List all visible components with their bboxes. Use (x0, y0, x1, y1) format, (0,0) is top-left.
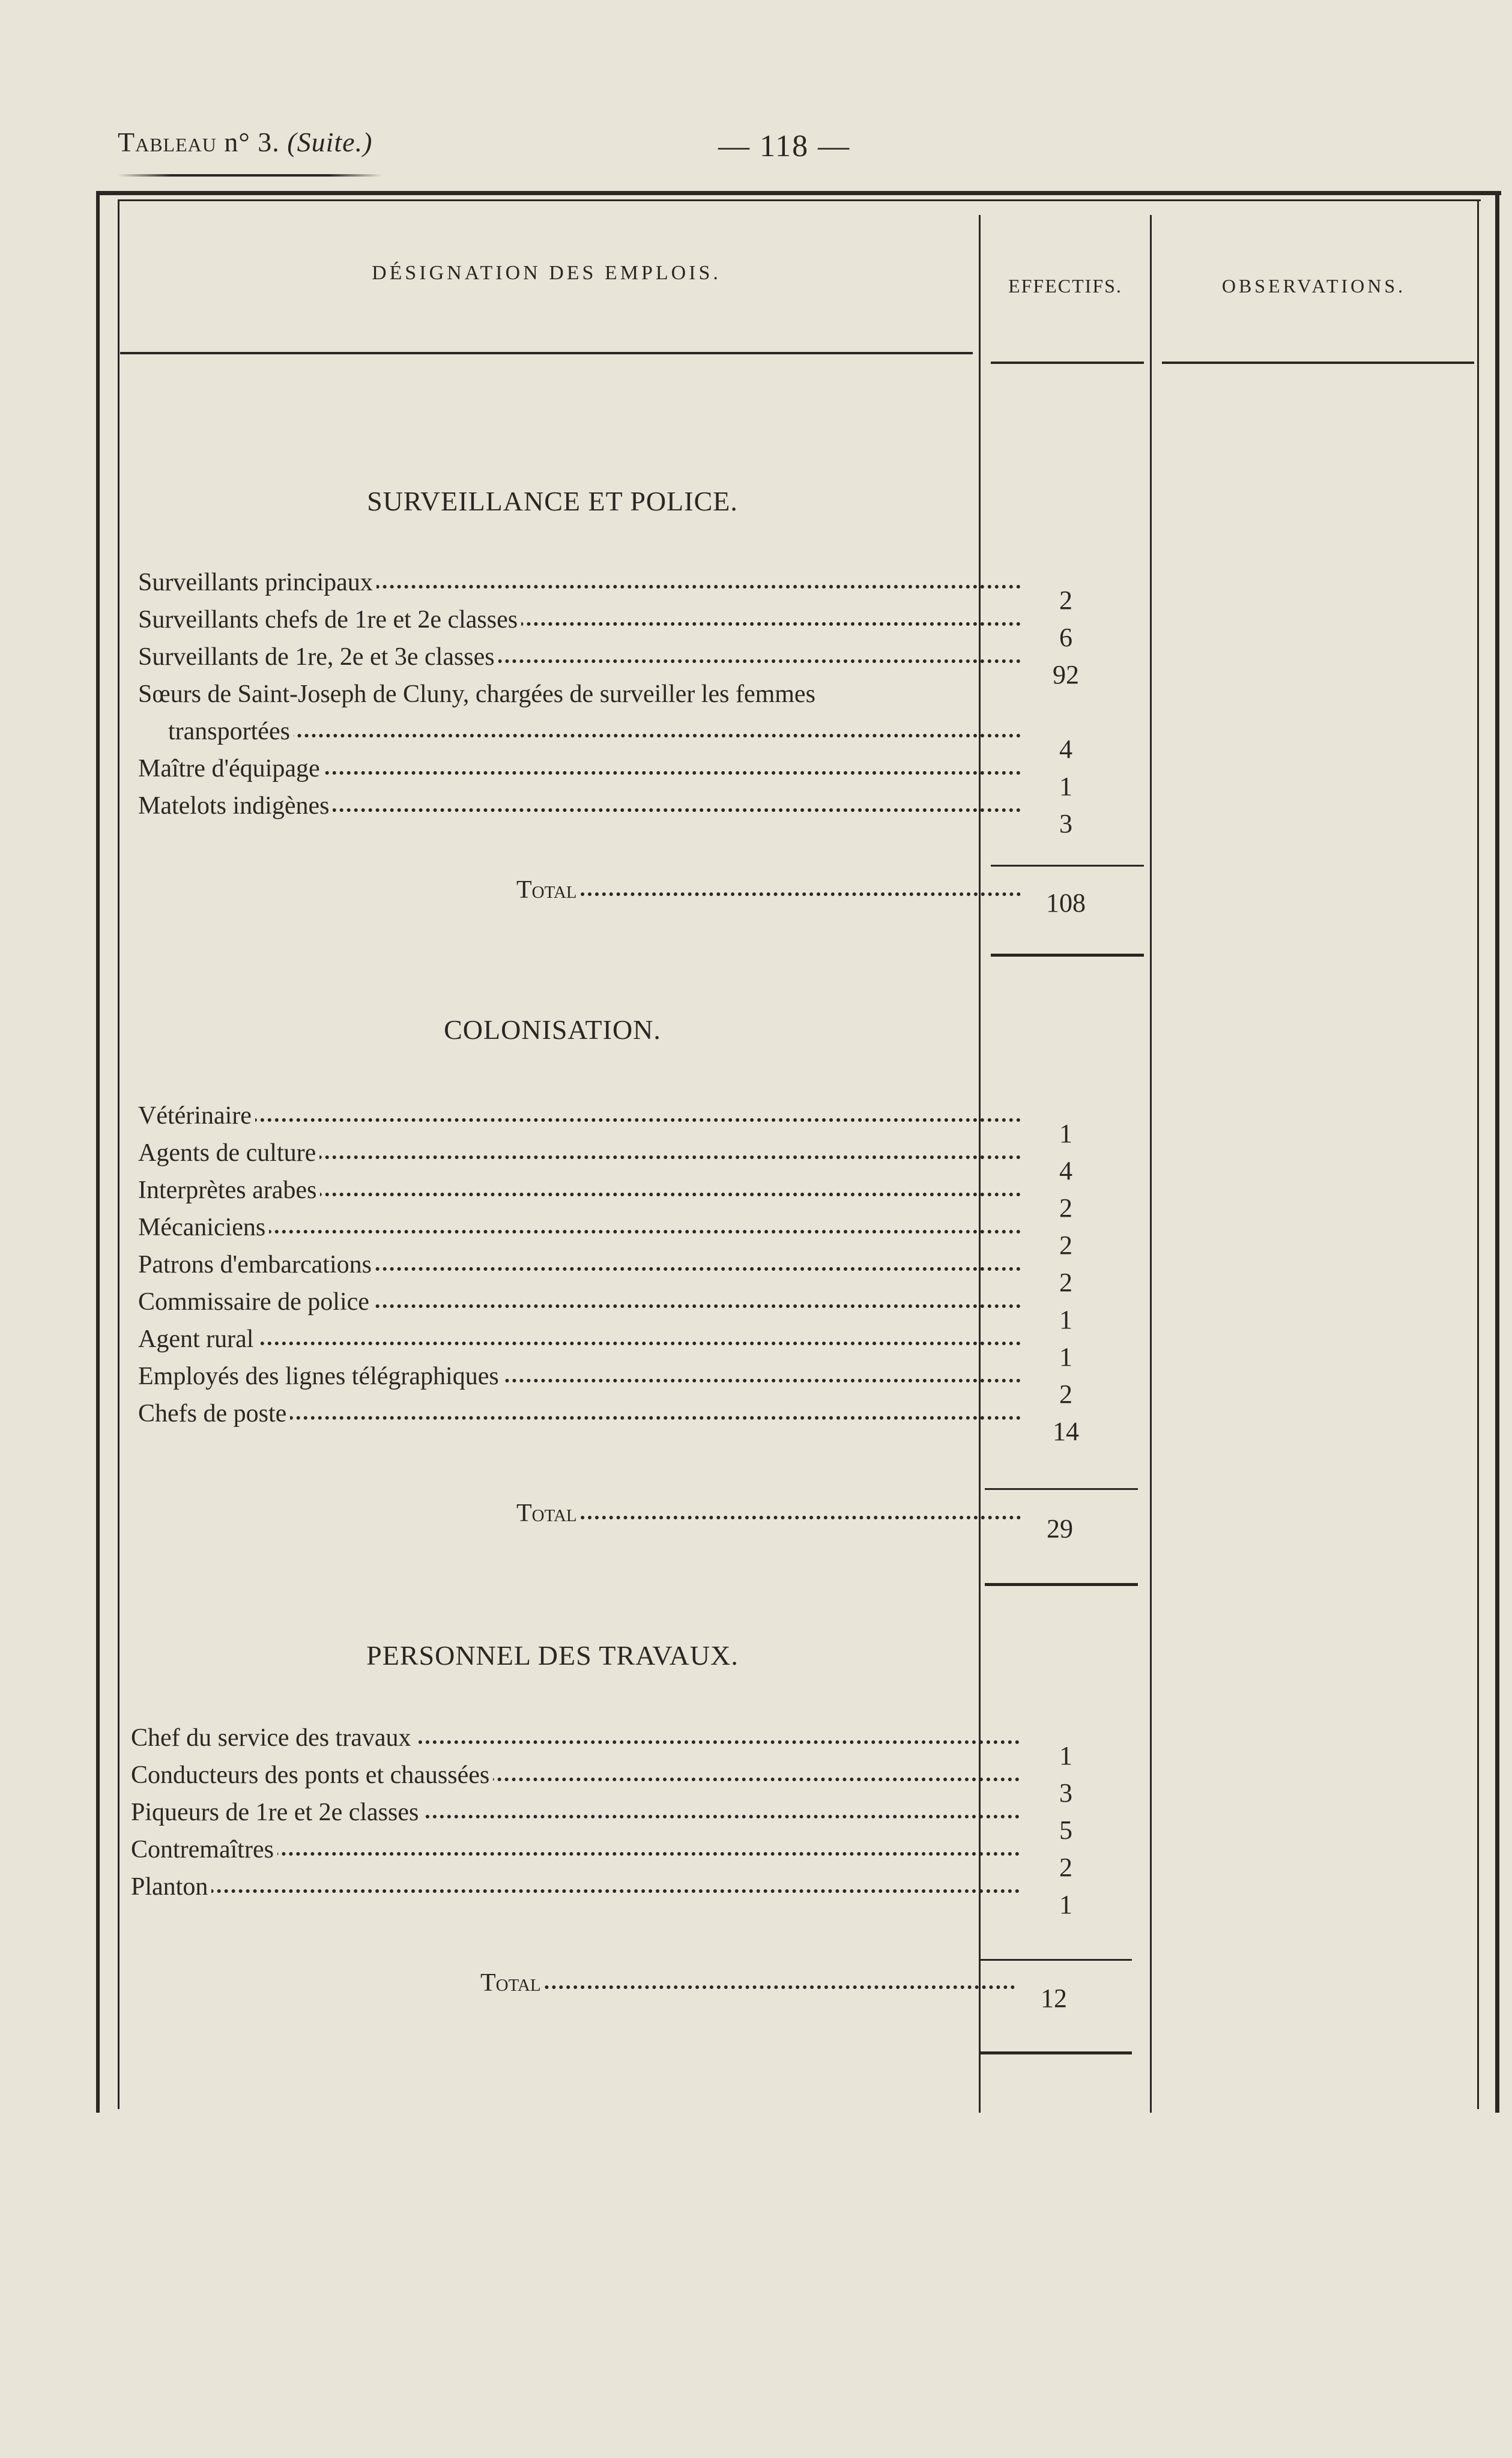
table-row (96, 792, 1501, 838)
total-row-label: Total (480, 1969, 1015, 1997)
row-value: 1 (1059, 1890, 1072, 1919)
row-value: 2 (1059, 1853, 1072, 1882)
row-value: 3 (1059, 809, 1072, 838)
page-number: — 118 — (718, 129, 851, 163)
section-title-colonisation: COLONISATION. (444, 1014, 661, 1045)
row-label: Patrons d'embarcations (138, 1251, 375, 1279)
table-row (96, 568, 1501, 615)
header-rule-observations (1162, 362, 1474, 364)
table-row (96, 1288, 1501, 1334)
row-value: 2 (1059, 1268, 1072, 1297)
row-label: Sœurs de Saint-Joseph de Cluny, chargées de surveiller les femmes (138, 680, 815, 708)
row-label: Surveillants chefs de 1re et 2e classes (138, 606, 521, 634)
subtotal-rule (991, 865, 1144, 867)
table-row (96, 605, 1501, 652)
staff-table (96, 191, 1501, 2113)
row-label: Vétérinaire (138, 1102, 255, 1130)
header-rule-effectifs (991, 362, 1144, 364)
row-label: Maître d'équipage (138, 755, 324, 783)
row-label: Piqueurs de 1re et 2e classes (131, 1799, 422, 1826)
section-title-surveillance: SURVEILLANCE ET POLICE. (367, 486, 738, 516)
total-value: 12 (1041, 1984, 1067, 2013)
row-label: Mécaniciens (138, 1214, 269, 1241)
table-row (96, 1213, 1501, 1260)
row-label: Surveillants principaux (138, 569, 376, 596)
column-header-designation: DÉSIGNATION DES EMPLOIS. (372, 262, 721, 284)
row-value: 3 (1059, 1778, 1072, 1808)
row-value: 2 (1059, 586, 1072, 615)
subtotal-rule (979, 1959, 1132, 1961)
row-label: Matelots indigènes (138, 792, 333, 820)
subtotal-rule (985, 1488, 1138, 1490)
row-value: 2 (1059, 1231, 1072, 1260)
total-value: 29 (1047, 1514, 1073, 1543)
row-value: 2 (1059, 1193, 1072, 1223)
page-header (118, 126, 958, 180)
table-row (96, 1250, 1501, 1297)
row-label: Planton (131, 1873, 211, 1901)
table-row (96, 643, 1501, 689)
row-label: Employés des lignes télégraphiques (138, 1363, 503, 1390)
total-rule (979, 2051, 1132, 2054)
row-value: 14 (1053, 1417, 1079, 1446)
total-rule (985, 1583, 1138, 1586)
row-value: 1 (1059, 1119, 1072, 1148)
table-top-rule (96, 191, 1501, 195)
total-row-label: Total (516, 1499, 1021, 1528)
row-label: Conducteurs des ponts et chaussées (131, 1761, 493, 1789)
table-reference (118, 126, 372, 158)
table-row (96, 1362, 1501, 1409)
table-row (96, 1399, 1501, 1446)
table-row (96, 1724, 1501, 1770)
row-label: Surveillants de 1re, 2e et 3e classes (138, 643, 498, 671)
row-value: 1 (1059, 1305, 1072, 1334)
row-value: 2 (1059, 1379, 1072, 1409)
row-label: Interprètes arabes (138, 1176, 320, 1204)
total-row-label: Total (516, 876, 1021, 904)
table-row (96, 1872, 1501, 1919)
row-value: 92 (1053, 660, 1079, 689)
tableau-word: Tableau (118, 127, 217, 157)
row-label: Contremaîtres (131, 1836, 277, 1863)
row-value: 6 (1059, 623, 1072, 652)
suite-label: (Suite.) (287, 127, 373, 157)
row-label: Commissaire de police (138, 1288, 373, 1316)
table-row (96, 1325, 1501, 1372)
row-label: Agent rural (138, 1325, 257, 1353)
row-value: 5 (1059, 1815, 1072, 1845)
total-value: 108 (1046, 888, 1086, 918)
column-header-observations: OBSERVATIONS. (1221, 275, 1406, 297)
row-value: 4 (1059, 1156, 1072, 1185)
table-row (96, 1101, 1501, 1148)
table-row (96, 1798, 1501, 1845)
section-title-travaux: PERSONNEL DES TRAVAUX. (366, 1640, 739, 1671)
row-value: 1 (1059, 1741, 1072, 1770)
row-label: Agents de culture (138, 1139, 319, 1167)
table-row (96, 1139, 1501, 1185)
tableau-number: n° 3. (224, 127, 280, 157)
row-label: Chef du service des travaux (131, 1724, 415, 1752)
row-label: Chefs de poste (138, 1400, 290, 1427)
header-rule-designation (120, 352, 973, 354)
row-label-continuation: transportées (168, 718, 294, 745)
row-value: 1 (1059, 772, 1072, 801)
row-value: 1 (1059, 1342, 1072, 1372)
column-header-effectifs: EFFECTIFS. (1008, 275, 1122, 297)
table-top-rule-inner (118, 199, 1481, 201)
table-row (96, 1835, 1501, 1882)
table-row (96, 1176, 1501, 1223)
table-row (96, 717, 1501, 764)
table-row (96, 754, 1501, 801)
table-row (96, 1761, 1501, 1808)
header-underline (118, 174, 382, 177)
row-value: 4 (1059, 734, 1072, 764)
total-rule (991, 954, 1144, 957)
